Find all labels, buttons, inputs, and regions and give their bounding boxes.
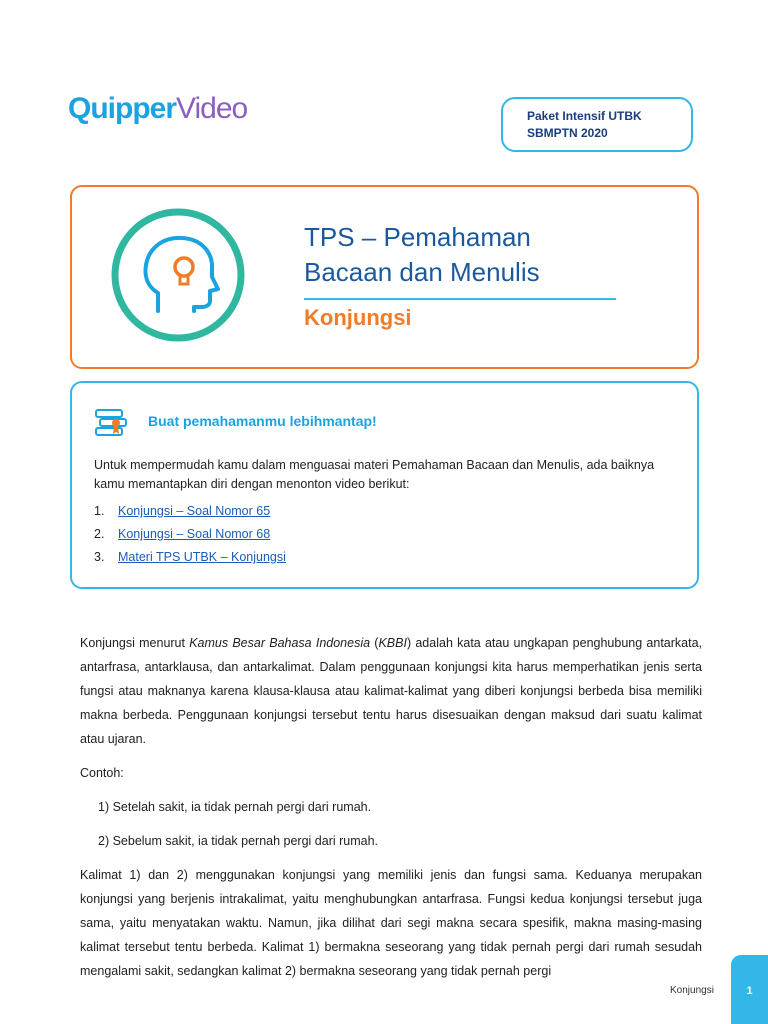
paragraph-definition (80, 631, 702, 751)
page-title (304, 220, 540, 290)
books-icon (94, 408, 138, 438)
info-text: Untuk mempermudah kamu dalam menguasai materi Pemahaman Bacaan dan Menulis, ada baiknya kamu memantapkan diri dengan menonton video berikut: (94, 458, 655, 491)
title-line-2: Bacaan dan Menulis (304, 257, 540, 287)
video-link-list (94, 500, 286, 569)
title-divider (304, 298, 616, 300)
head-lightbulb-icon (110, 207, 246, 343)
kbbi-abbrev: KBBI (378, 636, 407, 650)
list-item (94, 523, 286, 546)
list-item (94, 546, 286, 569)
page-subtitle: Konjungsi (304, 305, 412, 330)
list-item (94, 500, 286, 523)
paket-line-1: Paket Intensif UTBK (527, 109, 642, 123)
kbbi-title: Kamus Besar Bahasa Indonesia (189, 636, 371, 650)
text-span: ( (370, 636, 379, 650)
paragraph-explanation: Kalimat 1) dan 2) menggunakan konjungsi yang memiliki jenis dan fungsi sama. Keduanya merupakan konjungsi yang berjenis intrakalimat, yaitu menghubungkan antarfrasa. Fungsi kedua konjungsi tersebut juga sama, yaitu menyatakan waktu. Namun, jika dilihat dari segi makna secara spesifik, makna masing-masing kalimat tersebut tentu berbeda. Kalimat 1) bermakna seseorang yang tidak pernah pergi dari rumah sesudah mengalami sakit, sedangkan kalimat 2) bermakna seseorang yang tidak pernah pergi (80, 868, 702, 978)
example-2: 2) Sebelum sakit, ia tidak pernah pergi dari rumah. (98, 834, 379, 848)
paket-line-2: SBMPTN 2020 (527, 126, 608, 140)
logo-part-video: Video (176, 92, 248, 125)
list-number: 1. (94, 504, 105, 518)
video-link-3[interactable]: Materi TPS UTBK – Konjungsi (118, 550, 286, 564)
contoh-label: Contoh: (80, 766, 124, 780)
page-number-tab (731, 955, 768, 1024)
quipper-video-logo (68, 92, 247, 126)
list-number: 2. (94, 527, 105, 541)
video-link-1[interactable]: Konjungsi – Soal Nomor 65 (118, 504, 271, 518)
example-1: 1) Setelah sakit, ia tidak pernah pergi dari rumah. (98, 800, 372, 814)
text-span: Konjungsi menurut (80, 636, 190, 650)
page-number: 1 (746, 985, 753, 997)
text-span: ) adalah kata atau ungkapan penghubung antarkata, antarfrasa, antarklausa, dan antarkalimat. Dalam penggunaan konjungsi kita harus memperhatikan jenis serta fungsi atau maknanya karena klausa-klausa atau kalimat-kalimat yang diberi konjungsi berbeda bisa memiliki makna berbeda. Penggunaan konjungsi tersebut tentu harus disesuaikan dengan maksud dari suatu kalimat atau ujaran. (80, 636, 703, 746)
video-link-2[interactable]: Konjungsi – Soal Nomor 68 (118, 527, 271, 541)
list-number: 3. (94, 550, 105, 564)
title-card (70, 185, 699, 369)
title-line-1: TPS – Pemahaman (304, 222, 531, 252)
info-heading: Buat pemahamanmu lebihmantap! (148, 413, 377, 429)
info-card (70, 381, 699, 589)
footer-label: Konjungsi (670, 985, 714, 996)
article-body (80, 631, 702, 983)
paket-badge (501, 97, 693, 152)
logo-part-quipper: Quipper (68, 92, 177, 125)
